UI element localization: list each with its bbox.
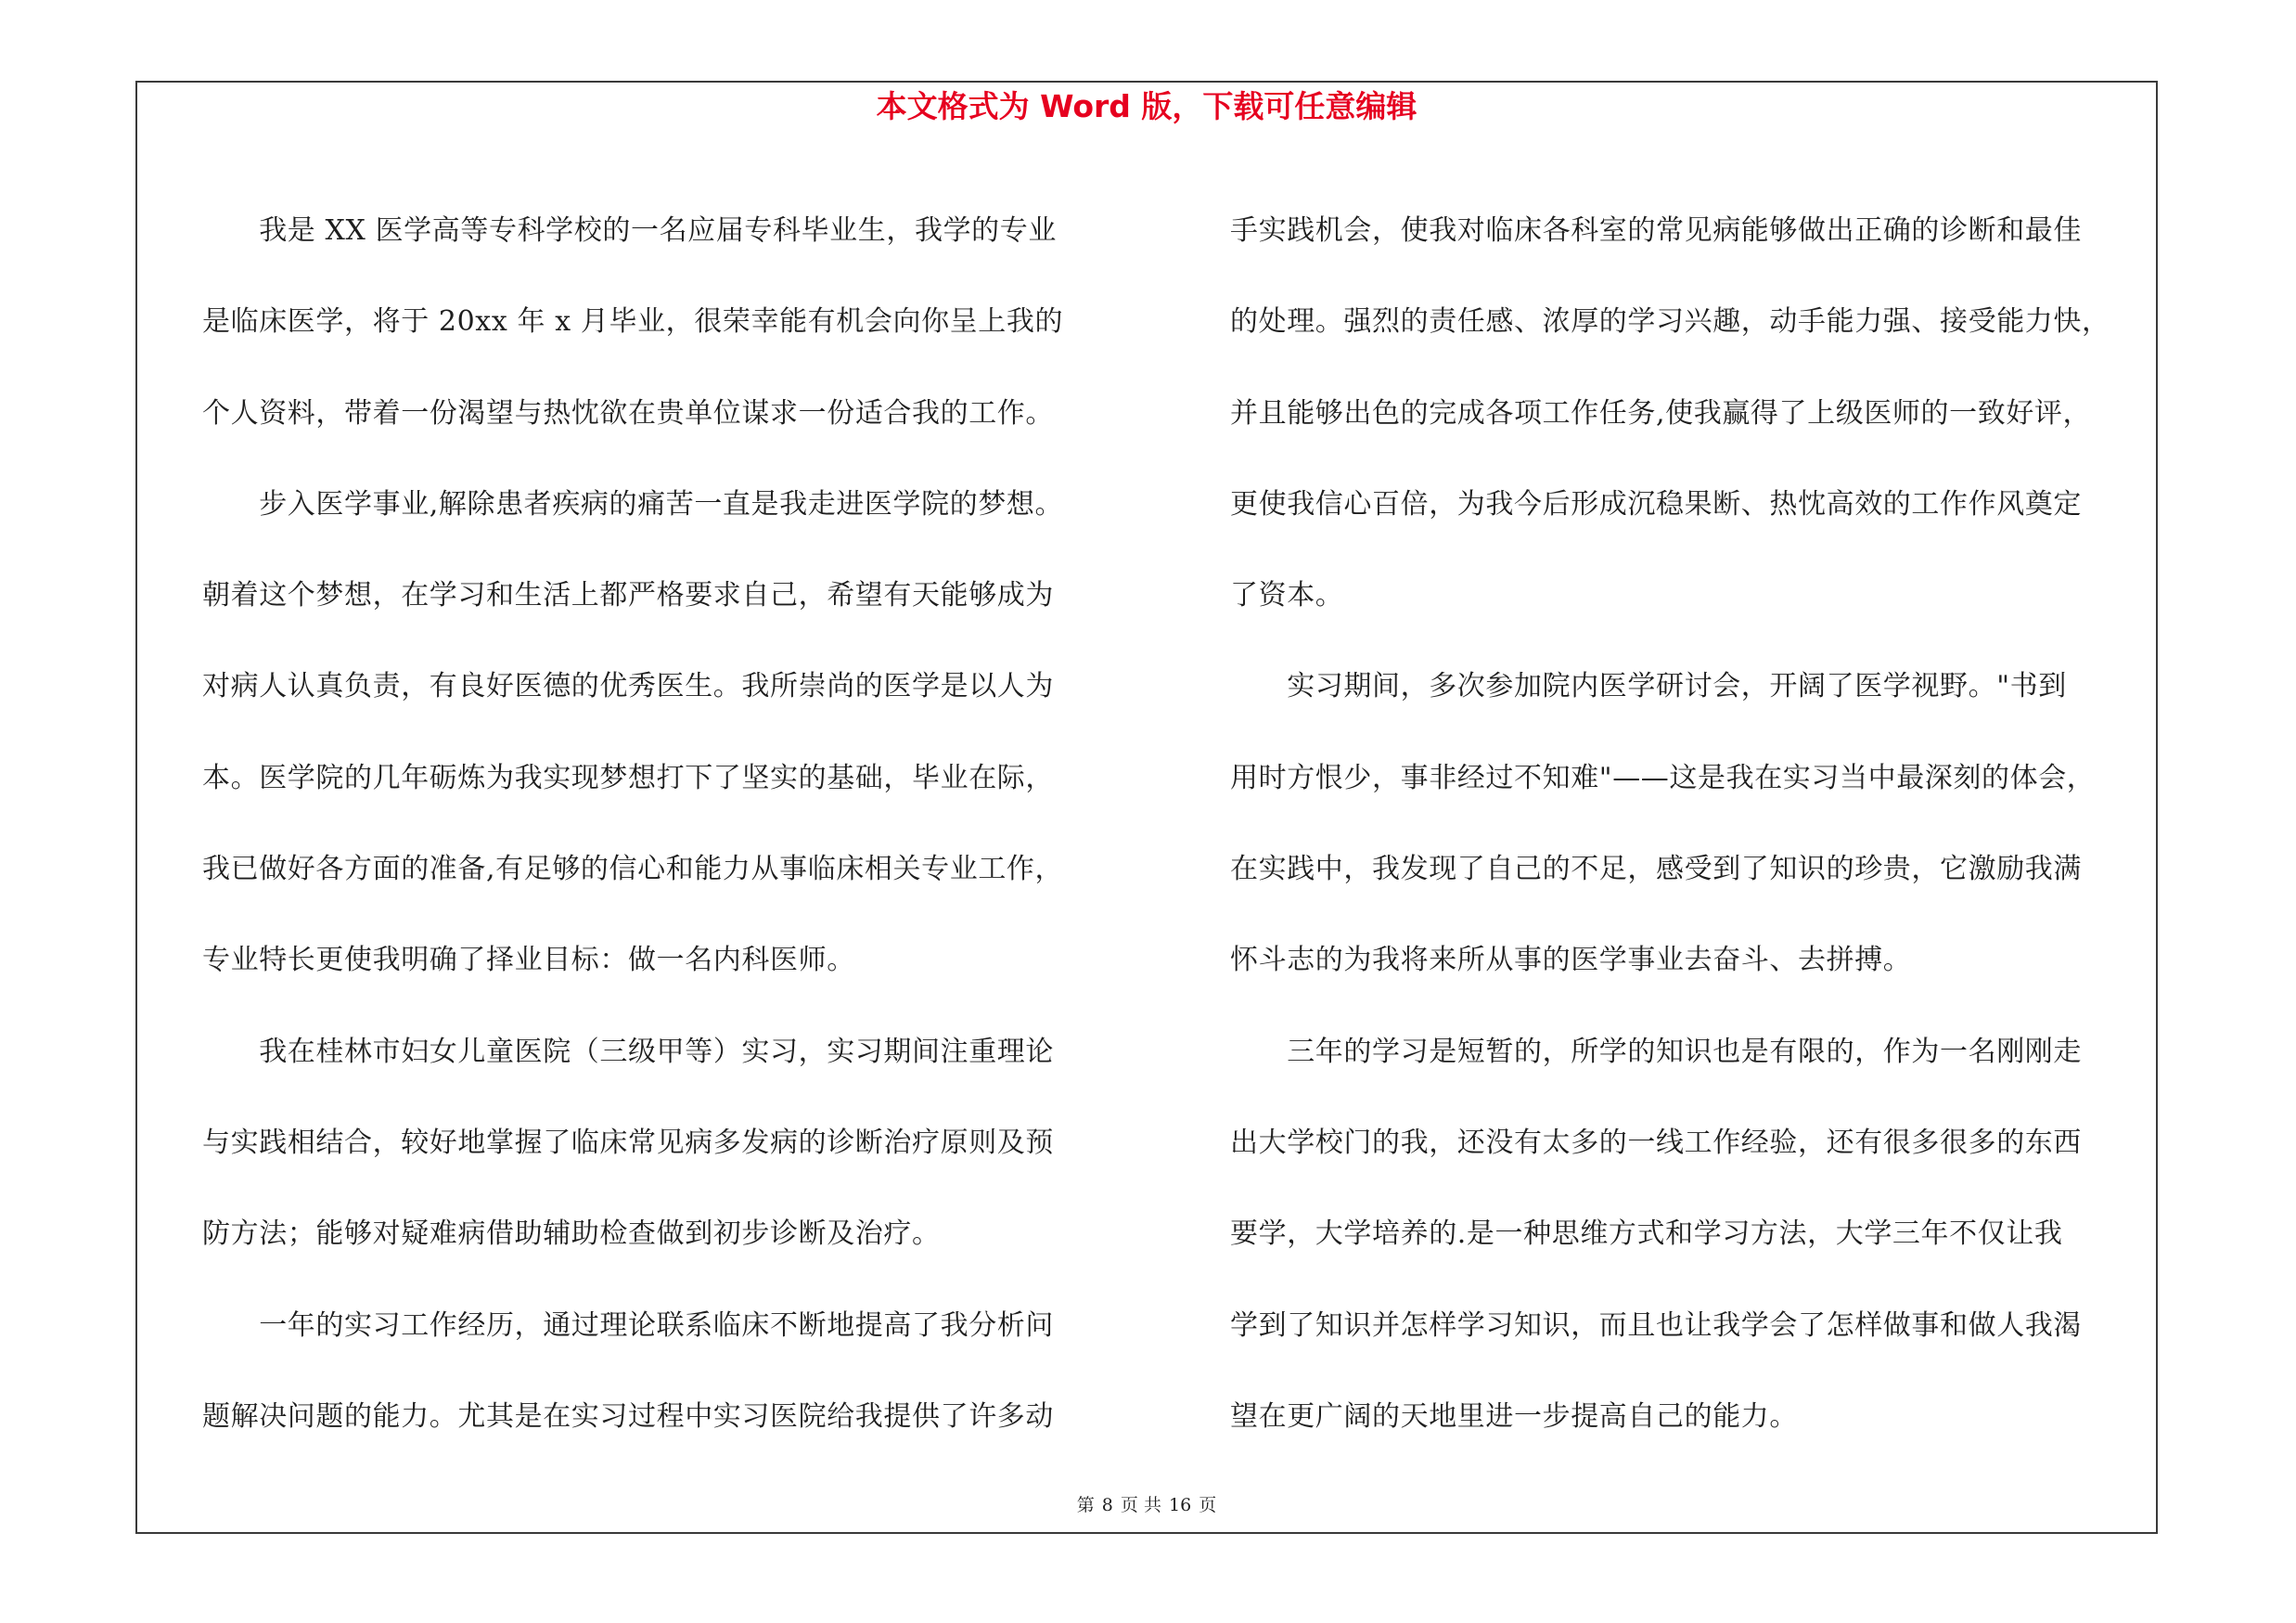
text-line: 防方法；能够对疑难病借助辅助检查做到初步诊断及治疗。 xyxy=(202,1217,941,1251)
total-pages-number: 16 xyxy=(1169,1495,1192,1515)
text-line: 三年的学习是短暂的，所学的知识也是有限的，作为一名刚刚走 xyxy=(1230,1035,2082,1068)
text-line: 出大学校门的我，还没有太多的一线工作经验，还有很多很多的东西 xyxy=(1230,1126,2082,1159)
text-line: 本。医学院的几年砺炼为我实现梦想打下了坚实的基础，毕业在际， xyxy=(202,761,1054,794)
text-line: 在实践中，我发现了自己的不足，感受到了知识的珍贵，它激励我满 xyxy=(1230,853,2082,886)
text-line: 对病人认真负责，有良好医德的优秀医生。我所崇尚的医学是以人为 xyxy=(202,670,1054,703)
text-line: 实习期间，多次参加院内医学研讨会，开阔了医学视野。"书到 xyxy=(1230,670,2067,703)
text-line: 是临床医学，将于 20xx 年 x 月毕业，很荣幸能有机会向你呈上我的 xyxy=(202,305,1064,339)
text-line: 的处理。强烈的责任感、浓厚的学习兴趣，动手能力强、接受能力快， xyxy=(1230,305,2110,339)
text-line: 并且能够出色的完成各项工作任务,使我赢得了上级医师的一致好评， xyxy=(1230,396,2092,430)
text-line: 更使我信心百倍，为我今后形成沉稳果断、热忱高效的工作作风奠定 xyxy=(1230,487,2082,521)
text-line: 专业特长更使我明确了择业目标：做一名内科医师。 xyxy=(202,944,855,977)
text-line: 望在更广阔的天地里进一步提高自己的能力。 xyxy=(1230,1399,1798,1433)
current-page-number: 8 xyxy=(1101,1495,1113,1515)
text-line: 题解决问题的能力。尤其是在实习过程中实习医院给我提供了许多动 xyxy=(202,1399,1054,1433)
footer-prefix: 第 xyxy=(1076,1495,1095,1515)
text-line: 手实践机会，使我对临床各科室的常见病能够做出正确的诊断和最佳 xyxy=(1230,214,2082,247)
page-footer xyxy=(135,1492,2158,1518)
footer-middle: 页 共 xyxy=(1120,1495,1161,1515)
text-line: 我是 XX 医学高等专科学校的一名应届专科毕业生，我学的专业 xyxy=(202,214,1057,247)
text-line: 我已做好各方面的准备,有足够的信心和能力从事临床相关专业工作， xyxy=(202,853,1064,886)
text-line: 用时方恨少，事非经过不知难"——这是我在实习当中最深刻的体会， xyxy=(1230,761,2096,794)
text-line: 我在桂林市妇女儿童医院（三级甲等）实习，实习期间注重理论 xyxy=(202,1035,1054,1068)
text-line: 要学，大学培养的.是一种思维方式和学习方法，大学三年不仅让我 xyxy=(1230,1217,2063,1251)
text-line: 一年的实习工作经历，通过理论联系临床不断地提高了我分析问 xyxy=(202,1308,1054,1342)
text-line: 朝着这个梦想，在学习和生活上都严格要求自己，希望有天能够成为 xyxy=(202,579,1054,612)
right-text-column xyxy=(1230,186,2158,1462)
text-line: 与实践相结合，较好地掌握了临床常见病多发病的诊断治疗原则及预 xyxy=(202,1126,1054,1159)
text-line: 怀斗志的为我将来所从事的医学事业去奋斗、去拼搏。 xyxy=(1230,944,1912,977)
footer-suffix: 页 xyxy=(1199,1495,1217,1515)
left-text-column xyxy=(202,186,1130,1462)
text-line: 步入医学事业,解除患者疾病的痛苦一直是我走进医学院的梦想。 xyxy=(202,487,1064,521)
text-line: 个人资料，带着一份渴望与热忱欲在贵单位谋求一份适合我的工作。 xyxy=(202,396,1054,430)
document-header-title: 本文格式为 Word 版，下载可任意编辑 xyxy=(876,88,1417,124)
text-line: 了资本。 xyxy=(1230,579,1344,612)
text-line: 学到了知识并怎样学习知识，而且也让我学会了怎样做事和做人我渴 xyxy=(1230,1308,2082,1342)
